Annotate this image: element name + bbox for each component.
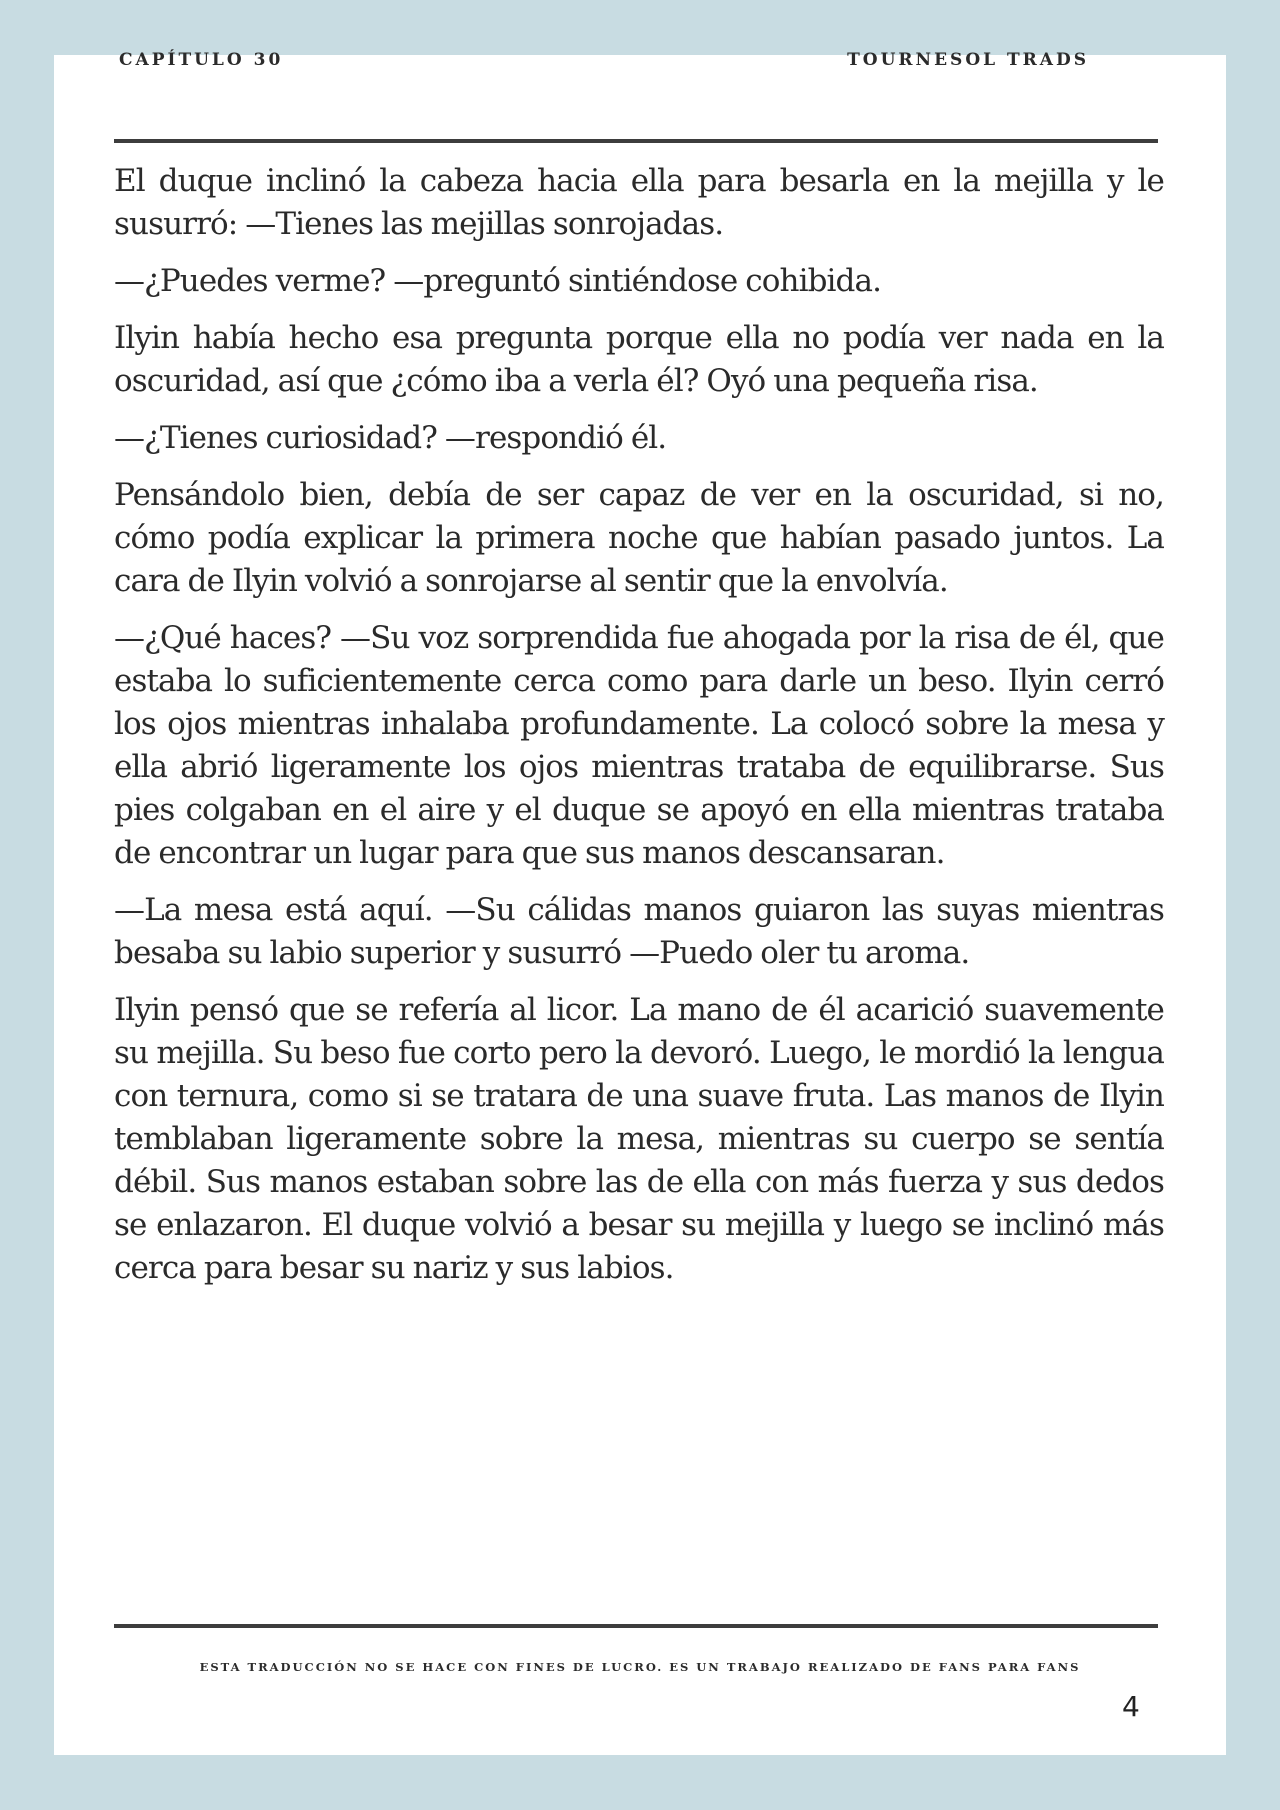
page-header xyxy=(65,50,1107,76)
chapter-body xyxy=(114,160,1164,1304)
page-number: 4 xyxy=(1122,1690,1140,1723)
footer-disclaimer: ESTA TRADUCCIÓN NO SE HACE CON FINES DE LUCRO. ES UN TRABAJO REALIZADO DE FANS PARA FANS xyxy=(199,1660,1081,1674)
paragraph: Ilyin pensó que se refería al licor. La mano de él acarició suavemente su mejilla. Su beso fue corto pero la devoró. Luego, le mordió la lengua con ternura, como si se tratara de una suave fruta. Las manos de Ilyin temblaban ligeramente sobre la mesa, mientras su cuerpo se sentía débil. Sus manos estaban sobre las de ella con más fuerza y sus dedos se enlazaron. El duque volvió a besar su mejilla y luego se inclinó más cerca para besar su nariz y sus labios. xyxy=(114,992,1164,1286)
paragraph: —¿Qué haces? —Su voz sorprendida fue ahogada por la risa de él, que estaba lo suficientemente cerca como para darle un beso. Ilyin cerró los ojos mientras inhalaba profundamente. La colocó sobre la mesa y ella abrió ligeramente los ojos mientras trataba de equilibrarse. Sus pies colgaban en el aire y el duque se apoyó en ella mientras trataba de encontrar un lugar para que sus manos descansaran. xyxy=(114,620,1164,871)
header-divider xyxy=(114,139,1158,143)
paragraph: —La mesa está aquí. —Su cálidas manos guiaron las suyas mientras besaba su labio superior y susurró —Puedo oler tu aroma. xyxy=(114,892,1164,971)
paragraph: —¿Puedes verme? —preguntó sintiéndose cohibida. xyxy=(114,263,882,299)
footer-divider xyxy=(114,1624,1158,1628)
translation-group-label: TOURNESOL TRADS xyxy=(847,50,1089,70)
paragraph: Ilyin había hecho esa pregunta porque ella no podía ver nada en la oscuridad, así que ¿cómo iba a verla él? Oyó una pequeña risa. xyxy=(114,320,1164,399)
paragraph: —¿Tienes curiosidad? —respondió él. xyxy=(114,420,667,456)
chapter-label: CAPÍTULO 30 xyxy=(119,50,284,70)
paragraph: Pensándolo bien, debía de ser capaz de ver en la oscuridad, si no, cómo podía explicar la primera noche que habían pasado juntos. La cara de Ilyin volvió a sonrojarse al sentir que la envolvía. xyxy=(114,477,1164,599)
paragraph: El duque inclinó la cabeza hacia ella para besarla en la mejilla y le susurró: —Tienes las mejillas sonrojadas. xyxy=(114,163,1164,242)
